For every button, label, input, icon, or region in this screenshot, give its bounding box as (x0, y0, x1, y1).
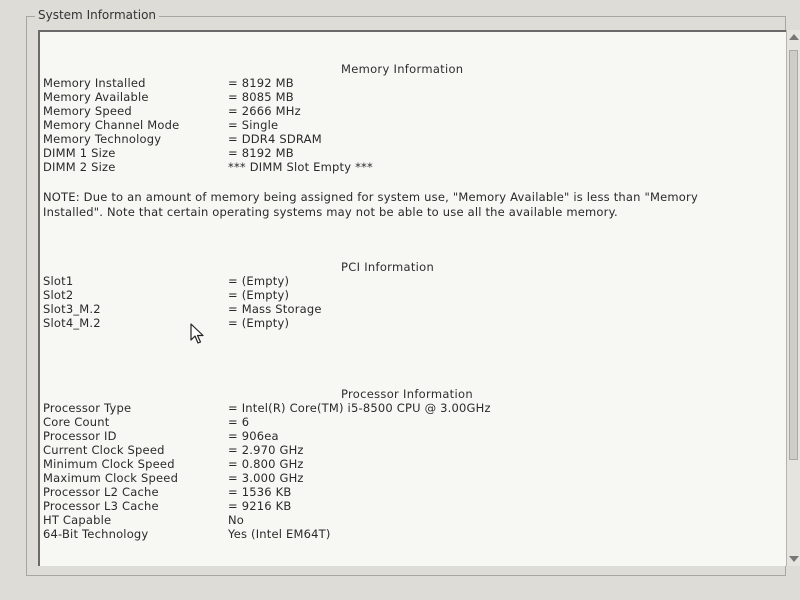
row-value: = Intel(R) Core(TM) i5-8500 CPU @ 3.00GHz (228, 401, 491, 415)
row-value: = 906ea (228, 429, 279, 443)
info-row (43, 457, 743, 471)
processor-information-heading: Processor Information (341, 387, 473, 401)
vertical-scrollbar[interactable] (786, 30, 800, 566)
info-row (43, 274, 743, 288)
row-label: DIMM 2 Size (43, 160, 116, 174)
row-value: = 3.000 GHz (228, 471, 304, 485)
row-label: Slot4_M.2 (43, 316, 101, 330)
pci-information-heading: PCI Information (341, 260, 435, 274)
row-label: Slot3_M.2 (43, 302, 101, 316)
row-label: HT Capable (43, 513, 112, 527)
row-label: Current Clock Speed (43, 443, 165, 457)
row-value: = 8192 MB (228, 76, 294, 90)
scroll-thumb[interactable] (789, 50, 798, 460)
row-value: = DDR4 SDRAM (228, 132, 322, 146)
row-label: 64-Bit Technology (43, 527, 149, 541)
info-row (43, 485, 743, 499)
info-row (43, 146, 743, 160)
row-label: Processor L2 Cache (43, 485, 159, 499)
row-value: = (Empty) (228, 274, 290, 288)
row-value: = 6 (228, 415, 250, 429)
row-label: Slot2 (43, 288, 74, 302)
row-value: = 8085 MB (228, 90, 294, 104)
info-row (43, 499, 743, 513)
info-row (43, 288, 743, 302)
row-value: = 9216 KB (228, 499, 292, 513)
info-row (43, 104, 743, 118)
scroll-up-arrow-icon[interactable] (789, 34, 799, 40)
row-label: Core Count (43, 415, 110, 429)
row-label: Memory Channel Mode (43, 118, 180, 132)
row-value: = (Empty) (228, 316, 290, 330)
info-row (43, 443, 743, 457)
info-row (43, 76, 743, 90)
row-label: Maximum Clock Speed (43, 471, 179, 485)
mouse-pointer-icon (190, 323, 206, 345)
info-row (43, 316, 743, 330)
info-row (43, 513, 743, 527)
info-row (43, 90, 743, 104)
row-value: = Single (228, 118, 279, 132)
row-value: = 2666 MHz (228, 104, 301, 118)
row-value: *** DIMM Slot Empty *** (228, 160, 373, 174)
row-label: Slot1 (43, 274, 74, 288)
row-value: = 8192 MB (228, 146, 294, 160)
info-row (43, 132, 743, 146)
row-value: = 0.800 GHz (228, 457, 304, 471)
info-row (43, 415, 743, 429)
groupbox-title: System Information (35, 8, 159, 22)
row-value: = 2.970 GHz (228, 443, 304, 457)
row-label: Memory Speed (43, 104, 132, 118)
row-value: = (Empty) (228, 288, 290, 302)
memory-note: NOTE: Due to an amount of memory being assigned for system use, "Memory Available" is less than "Memory Installed". Note that certain operating systems may not be able to use all the available memory. (43, 190, 698, 219)
info-row (43, 118, 743, 132)
row-label: Minimum Clock Speed (43, 457, 175, 471)
row-value: = 1536 KB (228, 485, 292, 499)
info-row (43, 160, 743, 174)
row-value: Yes (Intel EM64T) (228, 527, 331, 541)
row-label: Processor ID (43, 429, 117, 443)
row-label: Processor Type (43, 401, 132, 415)
row-label: Memory Installed (43, 76, 146, 90)
row-label: Processor L3 Cache (43, 499, 159, 513)
scroll-down-arrow-icon[interactable] (789, 556, 799, 562)
row-value: No (228, 513, 245, 527)
row-label: Memory Available (43, 90, 149, 104)
row-value: = Mass Storage (228, 302, 322, 316)
row-label: Memory Technology (43, 132, 162, 146)
info-row (43, 429, 743, 443)
info-row (43, 471, 743, 485)
memory-information-heading: Memory Information (341, 62, 464, 76)
info-row (43, 302, 743, 316)
row-label: DIMM 1 Size (43, 146, 116, 160)
info-row (43, 401, 743, 415)
info-row (43, 527, 743, 541)
